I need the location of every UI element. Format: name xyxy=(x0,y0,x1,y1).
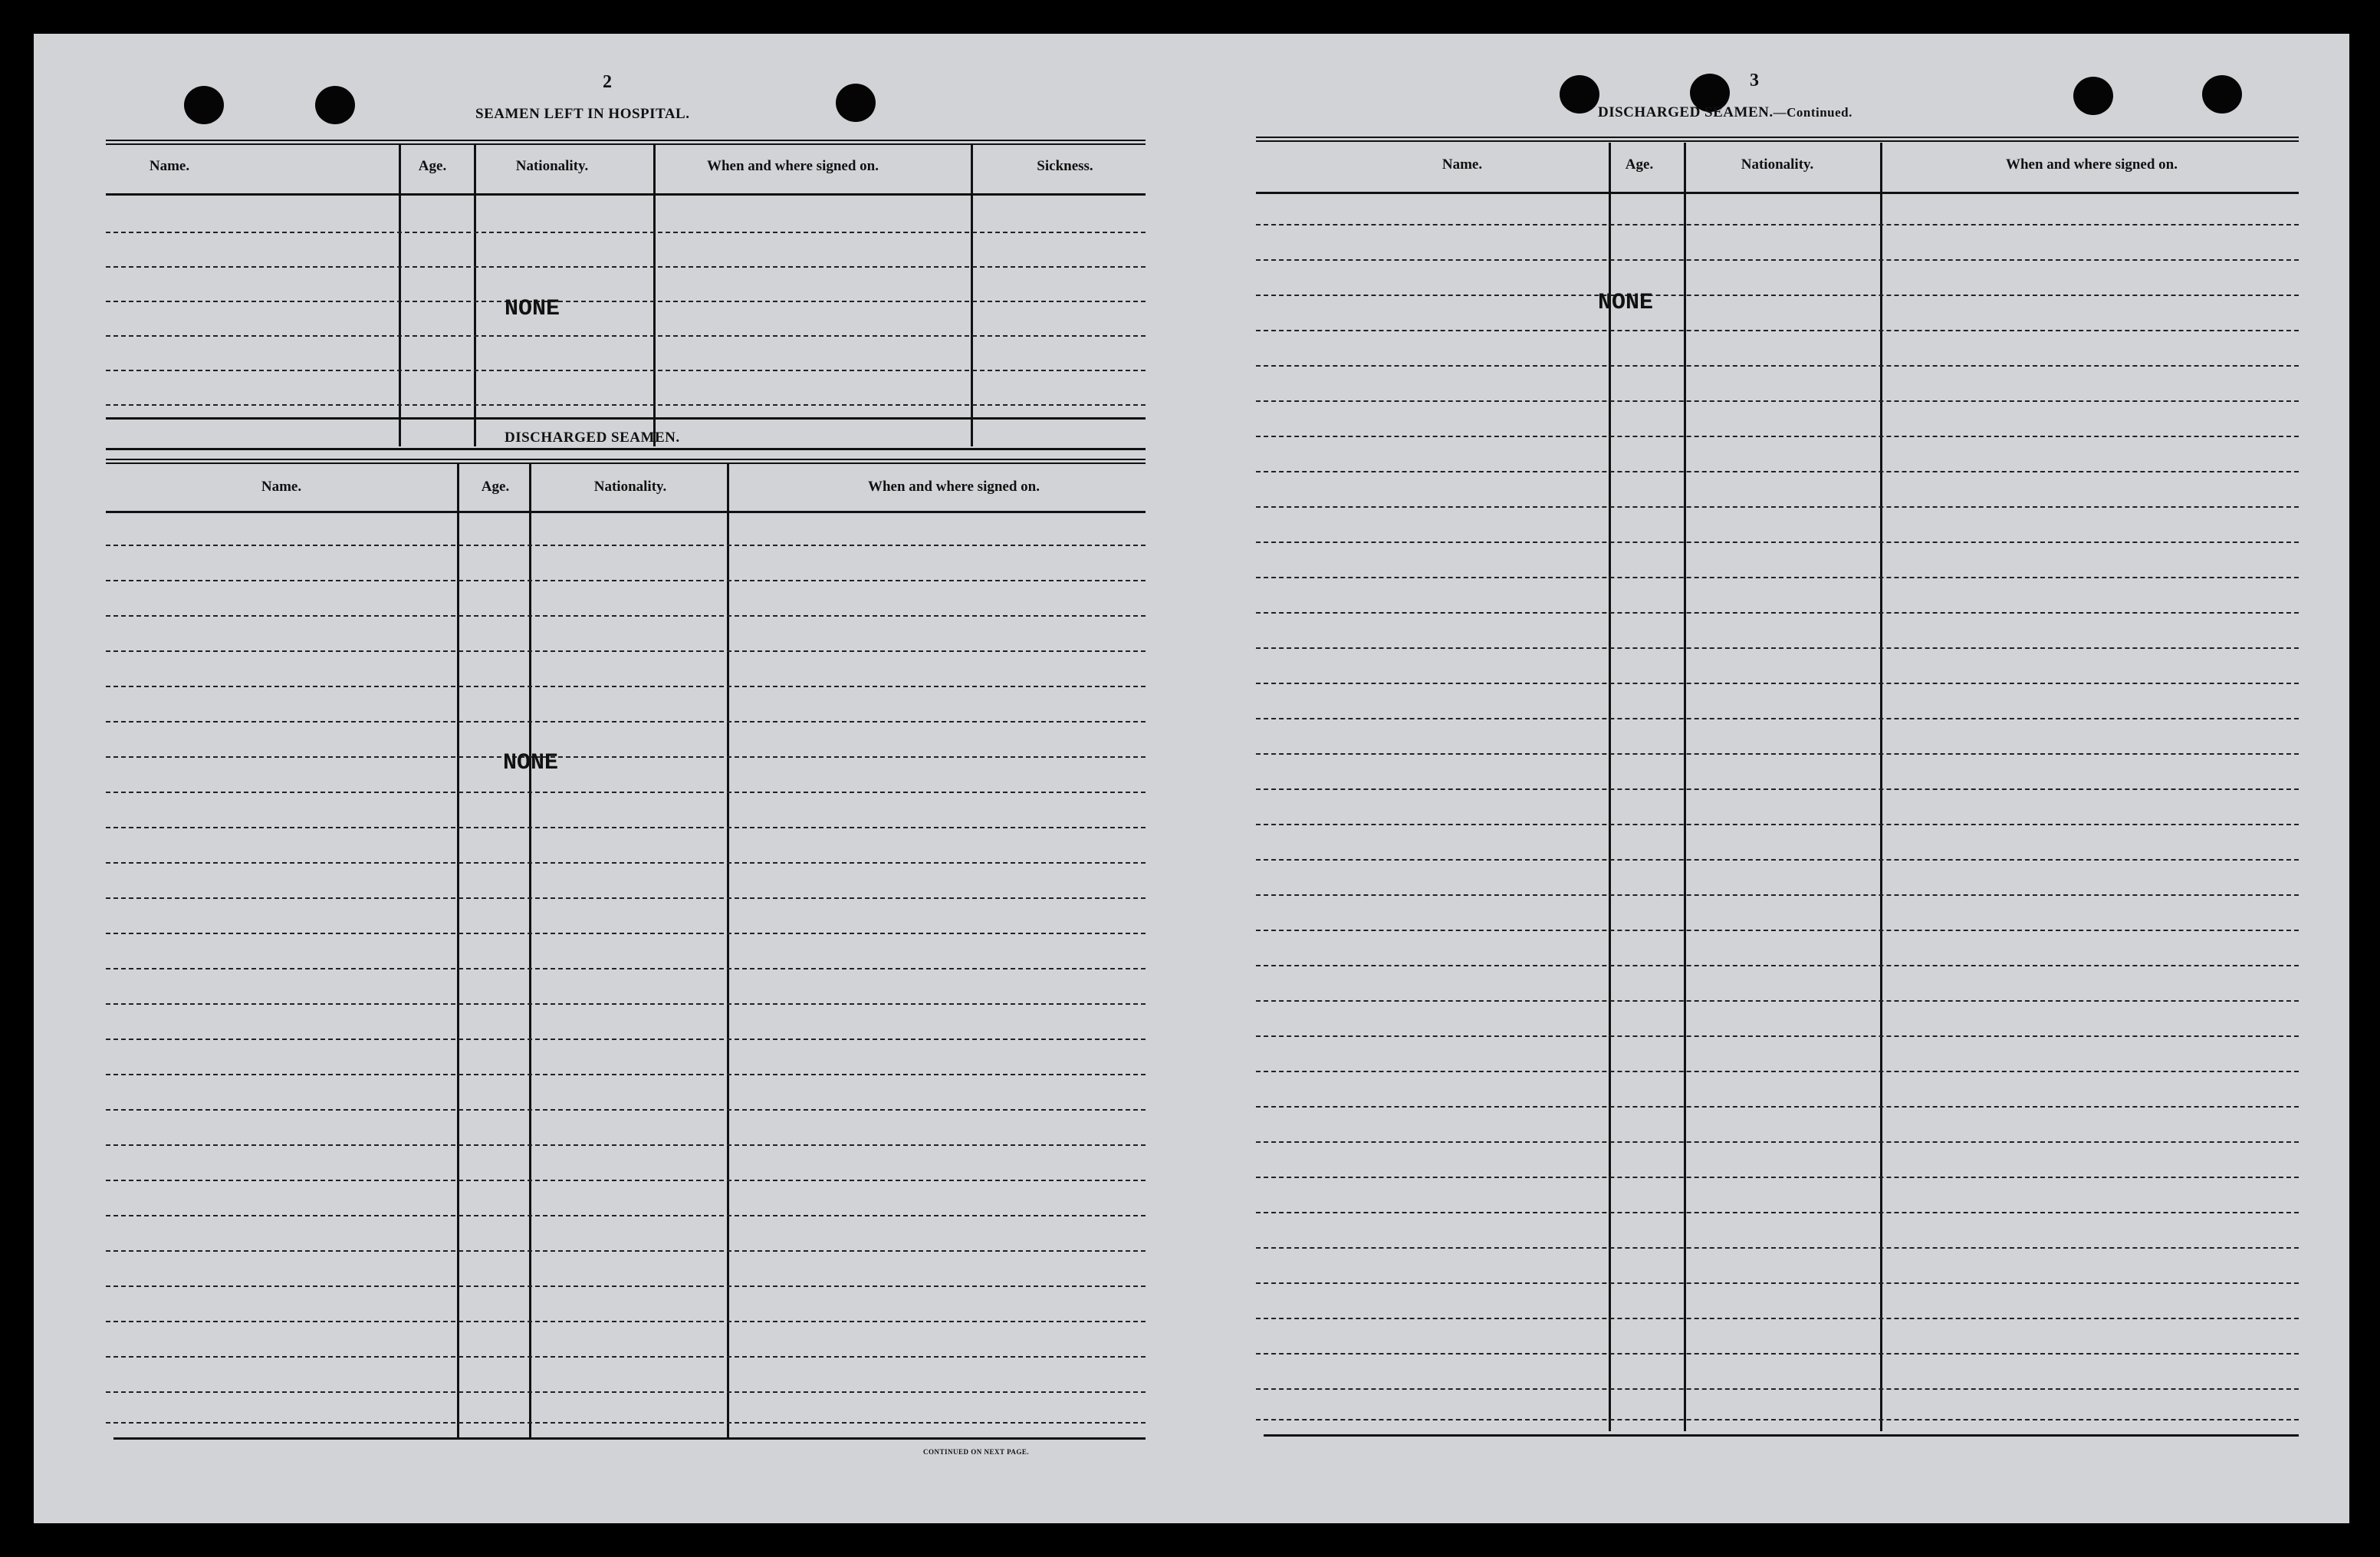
ruled-line xyxy=(1256,1212,2299,1213)
ruled-line xyxy=(106,1074,1146,1075)
ruled-line xyxy=(1256,1106,2299,1108)
ruled-line xyxy=(1256,259,2299,261)
continued-footer: CONTINUED ON NEXT PAGE. xyxy=(923,1448,1030,1456)
hospital-col-divider xyxy=(399,144,401,446)
right-col-age: Age. xyxy=(1625,156,1654,173)
ruled-line xyxy=(1256,330,2299,331)
hospital-col-signed-on: When and where signed on. xyxy=(706,158,879,174)
ruled-line xyxy=(1256,400,2299,402)
hospital-col-divider xyxy=(653,144,656,446)
continued-label: —Continued. xyxy=(1773,105,1852,120)
ruled-line xyxy=(1256,471,2299,472)
ruled-line xyxy=(106,1422,1146,1424)
discharged-col-divider xyxy=(529,463,531,1437)
hospital-col-divider xyxy=(474,144,476,446)
ruled-line xyxy=(1256,365,2299,367)
ruled-line xyxy=(106,1215,1146,1216)
ruled-line xyxy=(106,1285,1146,1287)
left-page-number: 2 xyxy=(603,72,612,92)
ruled-line xyxy=(1256,224,2299,225)
hospital-top-rule xyxy=(106,140,1146,145)
ruled-line xyxy=(106,756,1146,758)
discharged-section-title: DISCHARGED SEAMEN. xyxy=(505,430,680,446)
discharged-none-entry: NONE xyxy=(503,750,559,776)
ruled-line xyxy=(1256,1388,2299,1390)
ruled-line xyxy=(1256,965,2299,966)
ruled-line xyxy=(106,615,1146,617)
ruled-line xyxy=(1256,930,2299,931)
ruled-line xyxy=(1256,647,2299,649)
punch-hole xyxy=(2073,77,2113,115)
ruled-line xyxy=(106,1144,1146,1146)
ruled-line xyxy=(1256,1353,2299,1355)
ruled-line xyxy=(106,827,1146,828)
ruled-line xyxy=(106,301,1146,302)
ruled-line xyxy=(106,1391,1146,1393)
discharged-col-divider xyxy=(457,463,459,1437)
ruled-line xyxy=(1256,683,2299,684)
ruled-line xyxy=(1256,894,2299,896)
ruled-line xyxy=(1256,577,2299,578)
hospital-col-age: Age. xyxy=(418,158,447,174)
hospital-col-sickness: Sickness. xyxy=(1037,158,1093,174)
ruled-line xyxy=(106,1180,1146,1181)
punch-hole xyxy=(184,86,224,124)
discharged-col-nationality: Nationality. xyxy=(593,479,667,495)
ruled-line xyxy=(1256,753,2299,755)
hospital-section-title: SEAMEN LEFT IN HOSPITAL. xyxy=(475,106,690,122)
ruled-line xyxy=(106,933,1146,934)
ruled-line xyxy=(106,1039,1146,1040)
ruled-line xyxy=(1256,824,2299,825)
ruled-line xyxy=(106,335,1146,337)
right-col-nationality: Nationality. xyxy=(1741,156,1814,173)
hospital-col-nationality: Nationality. xyxy=(515,158,589,174)
ruled-line xyxy=(1256,1247,2299,1249)
ruled-line xyxy=(1256,788,2299,790)
ruled-line xyxy=(1256,859,2299,861)
hospital-col-divider xyxy=(971,144,973,446)
ruled-line xyxy=(106,686,1146,687)
ruled-line xyxy=(1256,436,2299,437)
hospital-none-entry: NONE xyxy=(505,296,560,322)
ruled-line xyxy=(1256,1000,2299,1002)
hospital-bottom-rule xyxy=(106,448,1146,450)
ruled-line xyxy=(106,1109,1146,1111)
document-sheet xyxy=(34,34,2349,1523)
right-col-divider xyxy=(1609,143,1611,1431)
ruled-line xyxy=(106,1003,1146,1005)
ruled-line xyxy=(106,968,1146,969)
right-none-entry: NONE xyxy=(1598,290,1654,316)
right-col-divider xyxy=(1684,143,1686,1431)
ruled-line xyxy=(106,1356,1146,1358)
ruled-line xyxy=(1256,718,2299,719)
ruled-line xyxy=(1256,1177,2299,1178)
ruled-line xyxy=(1256,1035,2299,1037)
ruled-line xyxy=(106,792,1146,793)
discharged-continued-title-main: DISCHARGED SEAMEN. xyxy=(1598,104,1773,120)
right-top-rule xyxy=(1256,137,2299,142)
right-header-rule xyxy=(1256,192,2299,194)
ruled-line xyxy=(1256,295,2299,296)
ruled-line xyxy=(106,580,1146,581)
ruled-line xyxy=(1256,1141,2299,1143)
ruled-line xyxy=(106,862,1146,864)
ruled-line xyxy=(106,897,1146,899)
punch-hole xyxy=(1560,75,1599,114)
punch-hole xyxy=(2202,75,2242,114)
ruled-line xyxy=(1256,1419,2299,1420)
ruled-line xyxy=(106,650,1146,652)
discharged-col-signed-on: When and where signed on. xyxy=(867,479,1040,495)
ruled-line xyxy=(106,232,1146,233)
ruled-line xyxy=(1256,541,2299,543)
discharged-continued-title xyxy=(1598,104,1852,121)
ruled-line xyxy=(106,1250,1146,1252)
ruled-line xyxy=(106,545,1146,546)
ruled-line xyxy=(106,266,1146,268)
right-col-divider xyxy=(1880,143,1882,1431)
hospital-header-rule xyxy=(106,193,1146,196)
hospital-bottom-rule xyxy=(106,417,1146,420)
discharged-header-rule xyxy=(106,511,1146,513)
left-bottom-rule xyxy=(113,1437,1146,1440)
ruled-line xyxy=(1256,1282,2299,1284)
right-col-name: Name. xyxy=(1441,156,1483,173)
ruled-line xyxy=(106,370,1146,371)
right-bottom-rule xyxy=(1264,1434,2299,1437)
ruled-line xyxy=(1256,1071,2299,1072)
discharged-col-age: Age. xyxy=(481,479,510,495)
ruled-line xyxy=(1256,1318,2299,1319)
ruled-line xyxy=(106,404,1146,406)
discharged-col-name: Name. xyxy=(261,479,302,495)
ruled-line xyxy=(106,721,1146,723)
right-col-signed-on: When and where signed on. xyxy=(2005,156,2178,173)
hospital-col-name: Name. xyxy=(149,158,190,174)
ruled-line xyxy=(1256,612,2299,614)
punch-hole xyxy=(315,86,355,124)
discharged-col-divider xyxy=(727,463,729,1437)
punch-hole xyxy=(836,84,876,122)
discharged-top-rule xyxy=(106,459,1146,464)
right-page-number: 3 xyxy=(1750,71,1759,91)
ruled-line xyxy=(1256,506,2299,508)
ruled-line xyxy=(106,1321,1146,1322)
